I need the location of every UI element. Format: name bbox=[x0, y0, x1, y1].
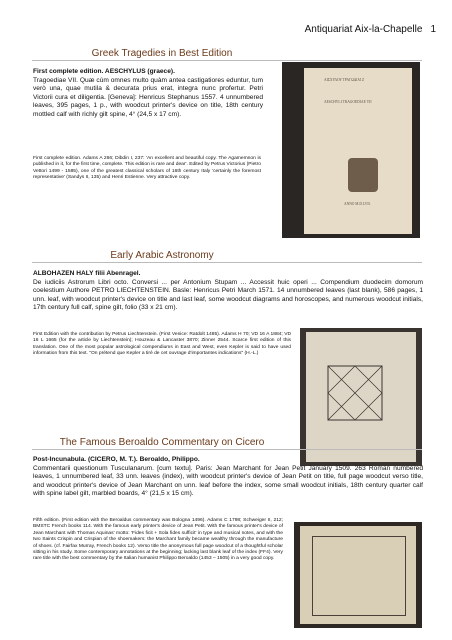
entry-astronomy bbox=[33, 270, 423, 313]
section-title-astronomy: Early Arabic Astronomy bbox=[32, 250, 422, 263]
book-photo-aeschylus: ΑΙΣΧΥΛΟΥ ΤΡΑΓΩΔΙΑΙ Ζ AESCHYLI TRAGOEDIAE VII ANNO M.D.LVII. bbox=[282, 62, 420, 238]
entry-notes: First Edition with the contribution by Petrus Liechtenstein. (First Venice: Ratdolt 1485). Adams H 70; VD 16 A 1884; VD 16 L 1665 (for the article by Liechtenstein); Houzeau & Lancaster 3870; Zinner 2544. Scarce first edition of this translation. One of the most popular astrological compendiums in East and West, even Kepler is said to have used information from this text. "On prétend que Kepler a tiré de cet ouvrage d'importantes indications" (H.-L.) bbox=[33, 332, 291, 357]
section-title-cicero: The Famous Beroaldo Commentary on Cicero bbox=[32, 437, 422, 450]
scholar-woodcut bbox=[312, 536, 406, 616]
section-title-greek: Greek Tragedies in Best Edition bbox=[32, 48, 422, 61]
entry-body: Tragoediae VII. Quæ cùm omnes multo quàm antea castigatiores eduntur, tum verò una, quae mutila & decurata prius erat, integra nunc profertur. Petri Victorii cura et diligentia. [Geneva]: Henricus Stephanus 1557. 4 unnumbered leaves, 395 pages, 1 p., with woodcut printer's device on title, 18th century mottled calf with richly gilt spine, 4° (24,5 x 17 cm). bbox=[33, 76, 263, 118]
page-header bbox=[305, 24, 436, 35]
entry-notes: First complete edition. Adams A 266; Dibdin I, 237: 'An excellent and beautiful copy. The Agamemnon is published in it, for the first time, complete. This edition is rare and dear'. Edited by Petrus Victorius (Pietro Vettori 1499 - 1585), one of the greatest classical scholars of 16th century Italy 'certainly the foremost representative' (Sandys II, 135) and Henri Estienne. Very attractive copy. bbox=[33, 156, 261, 181]
entry-title: Post-Incunabula. (CICERO, M. T.). Beroaldo, Philippo. bbox=[33, 456, 200, 463]
entry-greek bbox=[33, 68, 263, 120]
printers-device-woodcut bbox=[348, 158, 378, 192]
book-photo-cicero bbox=[294, 522, 422, 628]
header-title: Antiquariat Aix-la-Chapelle bbox=[304, 24, 423, 35]
entry-body: De iudiciis Astrorum Libri octo. Conversi ... per Antonium Stupam ... Accessit huic operi ... Compendium duodecim domorum coelestium Authore PETRO LIECHTENSTEIN. Basle: Henricus Petri March 1571. 14 unnumbered leaves (last blank), 586 pages, 1 unn. leaf, with woodcut printer's device on title and last leaf, some woodcut diagrams and horoscopes, and numerous woodcut initials, 17th century full calf, spine gilt, folio (33 x 21 cm). bbox=[33, 278, 423, 312]
horoscope-diagram bbox=[320, 358, 390, 438]
entry-title: First complete edition. AESCHYLUS (graece). bbox=[33, 68, 175, 75]
page-number: 1 bbox=[430, 24, 436, 35]
entry-notes: Fifth edition. (First edition with the Beroaldus commentary was Bologna 1496). Adams C 1798; Schweiger II, 212; BMSTC French books 114. With the famous early printer's device of Jean Petit. With the famous printer's device of Jean Marchant with Thomas Aquinas' motto: 'Fides ficit + Sola fides sufficit' in type and musical notes, and with the two Saints Crispin and Crispian of the shoemakers: the Marchant family became wealthy through the manufacture of shoes. (cf. Fairfax Murray, French books 12). Verso title the anonymous full page woodcut of a thoughtful scholar sitting in his study. Some contemporary annotations at the beginning; lacking last blank leaf of the index (FF4). Very rare title with the best commentary by the Italian humanist Philippo Beroaldo (1453 – 1505) in a very good copy. bbox=[33, 518, 283, 562]
entry-title: ALBOHAZEN HALY filii Abenragel. bbox=[33, 270, 141, 277]
entry-body: Commentarii questionum Tusculanarum. [cum textu]. Paris: Jean Marchant for Jean Petit January 1509. 263 Roman numbered leaves, 1 unnumbered leaf, 33 unn. leaves (index), with woodcut printer's device of Jean Petit on title, full page woodcut verso title, and woodcut printer's device of Jean Marchant on unn. leaf before the index, some small woodcut initials, 18th century quarter calf with spine label gilt, marbled boards, 4° (21,5 x 15 cm). bbox=[33, 464, 423, 498]
entry-cicero bbox=[33, 456, 423, 499]
